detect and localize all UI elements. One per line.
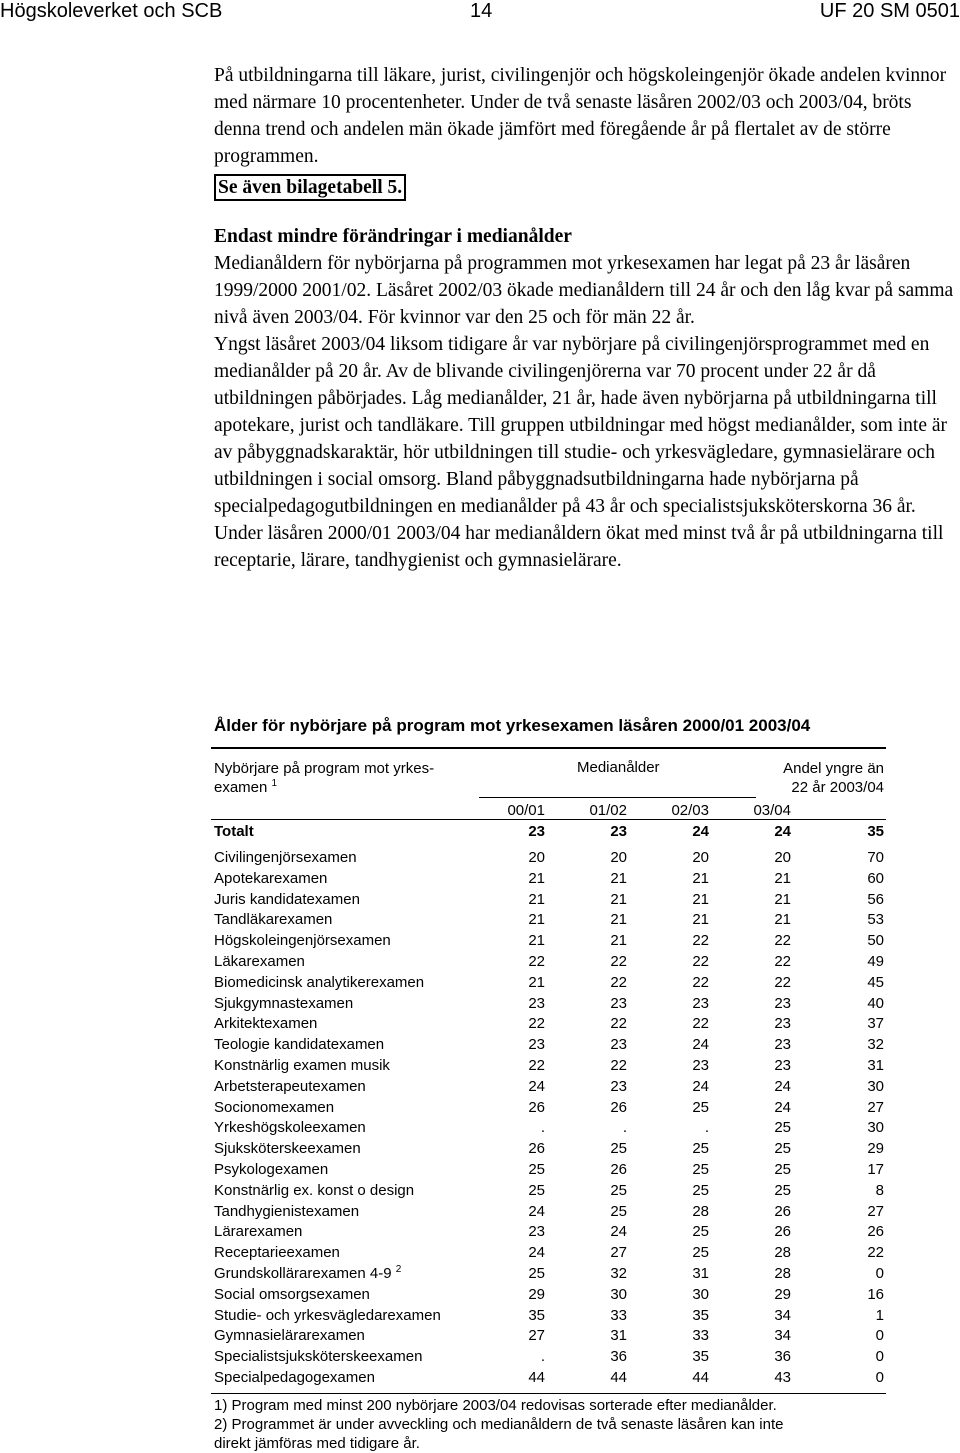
median-age-value: 25 (692, 1160, 709, 1178)
paragraph-3: Yngst läsåret 2003/04 liksom tidigare år var nybörjare på civilingenjörsprogrammet med en medianålder på 20 år. Av de blivande civilingenjörerna var 70 procent under 22 år då utbildningen påbörjades. Låg medianålder, 21 år, hade även nybörjarna på utbildningarna till apotekare, jurist och tandläkare. Till gruppen utbildningar med högst medianålder, som inte är av påbyggnadskaraktär, hör utbildningen till studie- och yrkesvägledare, gymnasielärare och utbildningen i social omsorg. Bland påbyggnadsutbildningarna hade nybörjarna på specialpedagogutbildningen en medianålder på 43 år och specialistsjuksköterskorna 36 år. (214, 334, 948, 517)
report-code: UF 20 SM 0501 (819, 0, 960, 22)
median-age-value: 25 (774, 1140, 791, 1158)
table-row (211, 1264, 886, 1285)
table-body (211, 848, 886, 1389)
table-row (211, 1077, 886, 1098)
median-age-value: 21 (774, 890, 791, 908)
share-value: 56 (867, 890, 884, 908)
median-age-value: 36 (774, 1348, 791, 1366)
program-name: Socionomexamen (214, 1098, 335, 1116)
median-age-value: 26 (774, 1223, 791, 1241)
median-age-value: 21 (610, 869, 627, 887)
median-age-value: 25 (692, 1223, 709, 1241)
share-value: 26 (867, 1223, 884, 1241)
median-age-value: 25 (610, 1202, 627, 1220)
median-age-value: 21 (528, 890, 545, 908)
share-value: 70 (867, 849, 884, 866)
median-age-value: 25 (610, 1140, 627, 1158)
median-age-value: 22 (692, 1015, 709, 1033)
median-age-value: 23 (774, 1015, 791, 1033)
median-age-value: 22 (610, 952, 627, 970)
share-value: 1 (875, 1306, 884, 1324)
table-row (211, 1243, 886, 1264)
program-name: Arkitektexamen (214, 1015, 318, 1033)
median-age-value: 44 (528, 1368, 545, 1386)
median-age-value: 23 (610, 1036, 627, 1054)
median-age-value: 22 (692, 952, 709, 970)
year-header: 01/02 (589, 802, 627, 819)
program-name: Konstnärlig ex. konst o design (214, 1181, 415, 1199)
share-value: 49 (867, 952, 884, 970)
table-row (211, 869, 886, 890)
median-age-value: 20 (692, 849, 709, 866)
paragraph-2: Medianåldern för nybörjarna på programmen mot yrkesexamen har legat på 23 år läsåren 1999/2000 2001/02. Läsåret 2002/03 ökade medianåldern till 24 år och den låg kvar på samma nivå även 2003/04. För kvinnor var den 25 och för män 22 år. (214, 253, 954, 328)
program-name: Receptarieexamen (214, 1244, 340, 1262)
table-row (211, 1160, 886, 1181)
program-name: Lärarexamen (214, 1223, 303, 1241)
median-age-value: 32 (610, 1264, 627, 1282)
median-age-value: 22 (528, 952, 545, 970)
table-row (211, 1326, 886, 1347)
median-age-value: 22 (692, 932, 709, 950)
table-row (211, 1306, 886, 1327)
year-header: 03/04 (753, 802, 791, 819)
median-age-value: 35 (528, 1306, 545, 1324)
appendix-table-link[interactable]: Se även bilagetabell 5. (214, 174, 406, 201)
median-age-value: 23 (774, 1036, 791, 1054)
share-value: 0 (875, 1368, 884, 1386)
median-age-value: 44 (610, 1368, 627, 1386)
share-value: 27 (867, 1098, 884, 1116)
median-age-value: 23 (610, 1077, 627, 1095)
program-name: Apotekarexamen (214, 869, 328, 887)
median-age-value: 25 (692, 1181, 709, 1199)
median-age-value: 30 (692, 1285, 709, 1303)
median-age-value: . (540, 1119, 545, 1137)
median-age-value: 21 (692, 869, 709, 887)
median-age-value: 44 (692, 1368, 709, 1386)
median-age-value: 23 (692, 994, 709, 1012)
median-age-value: 22 (528, 1056, 545, 1074)
table-footnotes (211, 1393, 886, 1453)
table-row (211, 931, 886, 952)
year-header: 02/03 (671, 802, 709, 819)
median-age-value: 24 (528, 1077, 545, 1095)
share-value: 29 (867, 1140, 884, 1158)
median-age-value: 24 (528, 1244, 545, 1262)
median-age-value: 31 (692, 1264, 709, 1282)
median-age-value: 28 (692, 1202, 709, 1220)
median-age-value: 31 (610, 1327, 627, 1345)
table-row (211, 890, 886, 911)
table-row (211, 848, 886, 869)
share-value: 0 (875, 1327, 884, 1345)
program-name: Tandhygienistexamen (214, 1202, 360, 1220)
median-age-value: 21 (610, 911, 627, 929)
median-age-value: 23 (528, 1223, 545, 1241)
program-name: Social omsorgsexamen (214, 1285, 370, 1303)
median-age-value: 23 (610, 994, 627, 1012)
program-name: Tandläkarexamen (214, 911, 333, 929)
median-age-value: 21 (692, 890, 709, 908)
median-age-value: 25 (774, 1119, 791, 1137)
program-name: Civilingenjörsexamen (214, 849, 357, 866)
share-value: 0 (875, 1264, 884, 1282)
median-age-value: 25 (528, 1264, 545, 1282)
program-name: Studie- och yrkesvägledarexamen (214, 1306, 441, 1324)
median-age-value: 30 (610, 1285, 627, 1303)
program-name: Specialistsjuksköterskeexamen (214, 1348, 423, 1366)
table-row (211, 1202, 886, 1223)
program-column-header: Nybörjare på program mot yrkes- examen $^1$ (214, 760, 435, 796)
median-age-value: 29 (774, 1285, 791, 1303)
median-age-value: 43 (774, 1368, 791, 1386)
program-name: Grundskollärarexamen 4-9 $^2$ (214, 1263, 402, 1282)
median-age-value: 24 (610, 1223, 627, 1241)
program-name: Konstnärlig examen musik (214, 1056, 390, 1074)
program-name: Högskoleingenjörsexamen (214, 932, 391, 950)
share-value: 32 (867, 1036, 884, 1054)
median-age-value: 21 (528, 932, 545, 950)
median-age-value: 22 (610, 1056, 627, 1074)
program-name: Juris kandidatexamen (214, 890, 360, 908)
program-name: Teologie kandidatexamen (214, 1036, 385, 1054)
median-age-value: 35 (692, 1348, 709, 1366)
median-age-value: . (704, 1119, 709, 1137)
page-number: 14 (470, 0, 493, 22)
table-row (211, 1035, 886, 1056)
median-age-value: 21 (774, 869, 791, 887)
footnote-2: 2) Programmet är under avveckling och medianåldern de två senaste läsåren kan inte (214, 1415, 784, 1433)
table-row (211, 1222, 886, 1243)
program-name: Sjukgymnastexamen (214, 994, 354, 1012)
median-age-value: 21 (528, 869, 545, 887)
table-header (211, 749, 886, 820)
median-age-value: 23 (528, 994, 545, 1012)
median-age-value: 23 (692, 1056, 709, 1074)
table-row (211, 1368, 886, 1389)
median-age-value: 21 (774, 911, 791, 929)
share-value: 40 (867, 994, 884, 1012)
median-age-value: 22 (528, 1015, 545, 1033)
program-name: Sjuksköterskeexamen (214, 1140, 361, 1158)
share-value: 30 (867, 1119, 884, 1137)
table-row (211, 1285, 886, 1306)
header-publisher: Högskoleverket och SCB (0, 0, 223, 22)
median-age-value: 35 (692, 1306, 709, 1324)
paragraph-4: Under läsåren 2000/01 2003/04 har medianåldern ökat med minst två år på utbildningarna till receptarie, lärare, tandhygienist och gymnasielärare. (214, 523, 944, 571)
median-age-value: 22 (774, 973, 791, 991)
median-age-value: 24 (692, 1036, 709, 1054)
median-age-value: 36 (610, 1348, 627, 1366)
median-age-value: 21 (528, 911, 545, 929)
median-age-value: 27 (528, 1327, 545, 1345)
table-row (211, 952, 886, 973)
median-age-value: 20 (610, 849, 627, 866)
program-name: Läkarexamen (214, 952, 305, 970)
median-age-value: 21 (692, 911, 709, 929)
median-age-value: 28 (774, 1264, 791, 1282)
median-age-value: 25 (692, 1140, 709, 1158)
median-age-value: 22 (692, 973, 709, 991)
median-age-value: 22 (610, 1015, 627, 1033)
paragraph-1: På utbildningarna till läkare, jurist, civilingenjör och högskoleingenjör ökade andelen kvinnor med närmare 10 procentenheter. Under de två senaste läsåren 2002/03 och 2003/04, bröts denna trend och andelen män ökade jämfört med föregående år på flertalet av de större programmen. (214, 65, 947, 167)
program-name: Psykologexamen (214, 1160, 329, 1178)
median-age-value: 26 (610, 1098, 627, 1116)
median-age-value: 20 (774, 849, 791, 866)
share-value: 60 (867, 869, 884, 887)
median-age-value: 22 (610, 973, 627, 991)
program-name: Arbetsterapeutexamen (214, 1077, 366, 1095)
median-age-value: 24 (528, 1202, 545, 1220)
median-age-value: 23 (774, 994, 791, 1012)
median-age-value: 24 (692, 1077, 709, 1095)
median-age-value: 22 (774, 932, 791, 950)
share-value: 22 (867, 1244, 884, 1262)
share-value: 50 (867, 932, 884, 950)
share-value: 45 (867, 973, 884, 991)
table-row (211, 1118, 886, 1139)
median-age-value: 21 (528, 973, 545, 991)
median-age-value: 25 (610, 1181, 627, 1199)
program-name: Gymnasielärarexamen (214, 1327, 365, 1345)
share-value: 8 (875, 1181, 884, 1199)
table-row (211, 1139, 886, 1160)
median-age-value: 26 (774, 1202, 791, 1220)
median-age-value: 33 (692, 1327, 709, 1345)
section-heading: Endast mindre förändringar i medianålder (214, 226, 572, 247)
year-header-rule (479, 797, 756, 798)
median-age-value: 23 (774, 1056, 791, 1074)
median-age-value: 25 (528, 1181, 545, 1199)
footnote-2-continued: direkt jämföras med tidigare år. (214, 1434, 420, 1452)
share-value: 27 (867, 1202, 884, 1220)
body-text (214, 62, 956, 574)
table-row (211, 1014, 886, 1035)
table-row (211, 1181, 886, 1202)
table-title: Ålder för nybörjare på program mot yrkesexamen läsåren 2000/01 2003/04 (214, 716, 811, 735)
share-value: 53 (867, 911, 884, 929)
median-age-table (211, 747, 886, 1453)
median-age-value: . (622, 1119, 627, 1137)
median-age-value: 25 (692, 1244, 709, 1262)
median-age-value: 26 (528, 1140, 545, 1158)
year-header: 00/01 (507, 802, 545, 819)
share-value: 16 (867, 1285, 884, 1303)
median-age-value: 27 (610, 1244, 627, 1262)
median-age-value: 29 (528, 1285, 545, 1303)
page-header (0, 0, 960, 28)
median-age-value: 22 (774, 952, 791, 970)
median-age-value: 28 (774, 1244, 791, 1262)
table-row (211, 973, 886, 994)
median-age-value: 25 (528, 1160, 545, 1178)
share-value: 30 (867, 1077, 884, 1095)
median-age-value: 34 (774, 1327, 791, 1345)
median-age-value: . (540, 1348, 545, 1366)
median-age-value: 24 (774, 1098, 791, 1116)
table-row-total: Totalt 23 23 24 24 35 (214, 823, 884, 840)
table-row (211, 1098, 886, 1119)
table-row (211, 1056, 886, 1077)
table-row (211, 910, 886, 931)
median-age-value: 34 (774, 1306, 791, 1324)
median-age-value: 21 (610, 932, 627, 950)
median-age-value: 23 (528, 1036, 545, 1054)
median-age-value: 24 (774, 1077, 791, 1095)
table-row (211, 1347, 886, 1368)
median-age-value: 21 (610, 890, 627, 908)
median-age-header: Medianålder (577, 759, 660, 776)
share-value: 37 (867, 1015, 884, 1033)
median-age-value: 26 (528, 1098, 545, 1116)
program-name: Yrkeshögskoleexamen (214, 1119, 366, 1137)
median-age-value: 25 (774, 1181, 791, 1199)
median-age-value: 26 (610, 1160, 627, 1178)
share-value: 0 (875, 1348, 884, 1366)
table-row (211, 994, 886, 1015)
program-name: Specialpedagogexamen (214, 1368, 375, 1386)
footnote-1: 1) Program med minst 200 nybörjare 2003/04 redovisas sorterade efter medianålder. (214, 1396, 777, 1414)
share-under-22-header: Andel yngre än 22 år 2003/04 (783, 760, 884, 796)
median-age-value: 33 (610, 1306, 627, 1324)
share-value: 31 (867, 1056, 884, 1074)
median-age-value: 20 (528, 849, 545, 866)
program-name: Biomedicinsk analytikerexamen (214, 973, 425, 991)
median-age-value: 25 (692, 1098, 709, 1116)
median-age-value: 25 (774, 1160, 791, 1178)
share-value: 17 (867, 1160, 884, 1178)
